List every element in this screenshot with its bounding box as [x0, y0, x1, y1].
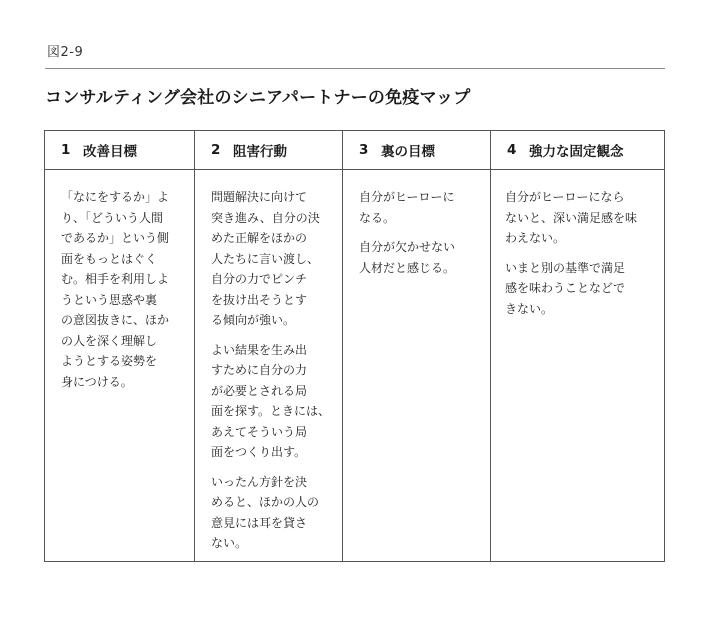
- figure-label: 図2-9: [47, 45, 84, 60]
- paragraph: [211, 187, 342, 331]
- text-line: めると、ほかの人の: [211, 495, 320, 509]
- text-line: 感を味わうことなどで: [505, 281, 626, 295]
- text-line: り、「どういう人間: [61, 210, 164, 225]
- text-line: きない。: [505, 301, 554, 316]
- column-number: 4: [507, 142, 517, 158]
- text-line: めた正解をほかの: [211, 231, 308, 245]
- text-line: 面をもっとはぐく: [61, 251, 158, 266]
- text-line: ないと、深い満足感を味: [505, 210, 638, 225]
- text-line: 自分の力でピンチ: [211, 272, 308, 286]
- column-obstructing-behaviors: [194, 131, 342, 561]
- text-line: うという思惑や裏: [61, 292, 158, 307]
- text-line: の意図抜きに、ほか: [61, 313, 170, 327]
- column-body: [195, 170, 342, 554]
- column-body: [45, 170, 194, 392]
- column-header: [195, 131, 342, 170]
- text-line: 身につける。: [61, 374, 133, 389]
- column-heading: 改善目標: [83, 144, 137, 160]
- column-header: [343, 131, 490, 170]
- text-line: 意見には耳を貸さ: [211, 515, 308, 530]
- text-line: ようとする姿勢を: [61, 354, 158, 368]
- column-body: [343, 170, 490, 278]
- text-line: いまと別の基準で満足: [505, 260, 626, 275]
- column-big-assumptions: [490, 131, 664, 561]
- paragraph: [211, 340, 342, 463]
- paragraph: [61, 187, 194, 392]
- text-line: 「なにをするか」よ: [61, 190, 170, 204]
- text-line: であるか」という側: [61, 231, 170, 245]
- column-header: [491, 131, 664, 170]
- text-line: ない。: [211, 536, 248, 550]
- column-number: 3: [359, 142, 369, 158]
- text-line: 自分がヒーローになら: [505, 190, 625, 204]
- text-line: 突き進み、自分の決: [211, 210, 320, 225]
- text-line: む。相手を利用しよ: [61, 272, 170, 286]
- header-divider: [45, 68, 665, 69]
- text-line: が必要とされる局: [211, 383, 308, 398]
- paragraph: [505, 258, 664, 320]
- text-line: を抜け出そうとす: [211, 292, 308, 307]
- paragraph: [211, 472, 342, 554]
- column-heading: 強力な固定観念: [529, 144, 624, 160]
- text-line: 面をつくり出す。: [211, 445, 307, 459]
- column-number: 2: [211, 142, 221, 158]
- text-line: る傾向が強い。: [211, 313, 296, 327]
- column-improvement-goal: [45, 131, 194, 561]
- text-line: 人たちに言い渡し、: [211, 251, 320, 266]
- text-line: 面を探す。ときには、: [211, 404, 331, 418]
- page-title: コンサルティング会社のシニアパートナーの免疫マップ: [45, 88, 471, 108]
- text-line: よい結果を生み出: [211, 342, 308, 357]
- text-line: いったん方針を決: [211, 474, 308, 489]
- column-number: 1: [61, 142, 71, 158]
- text-line: 人材だと感じる。: [359, 260, 456, 275]
- text-line: わえない。: [505, 231, 566, 245]
- paragraph: [359, 237, 490, 278]
- column-hidden-goals: [342, 131, 490, 561]
- column-header: [45, 131, 194, 170]
- text-line: 自分がヒーローに: [359, 190, 455, 204]
- text-line: あえてそういう局: [211, 424, 308, 439]
- text-line: 問題解決に向けて: [211, 190, 308, 204]
- text-line: なる。: [359, 210, 396, 225]
- text-line: すために自分の力: [211, 363, 308, 377]
- paragraph: [505, 187, 664, 249]
- column-heading: 裏の目標: [381, 144, 435, 160]
- column-body: [491, 170, 664, 319]
- text-line: の人を深く理解し: [61, 333, 158, 348]
- column-heading: 阻害行動: [233, 144, 287, 160]
- immunity-map-table: [44, 130, 665, 562]
- paragraph: [359, 187, 490, 228]
- text-line: 自分が欠かせない: [359, 240, 456, 254]
